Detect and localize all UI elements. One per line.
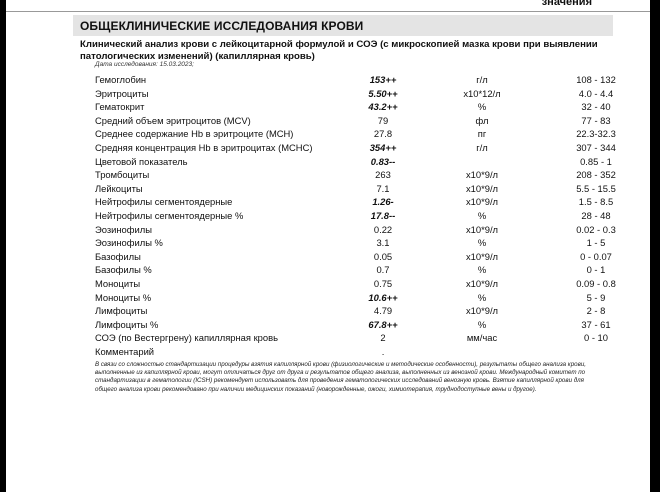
test-unit: x10*9/л [465, 277, 499, 289]
reference-range: 0.02 - 0.3 [576, 223, 616, 235]
table-row [0, 155, 660, 169]
table-row [0, 250, 660, 264]
test-name: Гемоглобин [95, 74, 147, 85]
test-name: Лейкоциты [95, 182, 143, 194]
test-unit: % [477, 101, 487, 113]
test-name: Среднее содержание Hb в эритроците (MCH) [95, 128, 294, 140]
test-name: Гематокрит [95, 101, 145, 113]
reference-column-header: значения [541, 0, 592, 8]
test-unit: % [477, 291, 487, 303]
test-unit: x10*9/л [465, 305, 499, 317]
test-unit: x10*12/л [463, 87, 501, 99]
footnote: В связи со сложностью стандартизации процедуры взятия капиллярной крови (физиологические и методические особенности), результаты общего анализа крови, выполненные из капиллярной крови, могут отличаться друг от друга и результатов общего анализа, выполненных из венозной крови. Международный комитет по стандартизации в гематологии (ICSH) рекомендует использовать для проведения гематологических исследований венозную кровь. Взятие капиллярной крови для общего анализа крови рекомендовано при наличии медицинских показаний (новорожденные, ожоги, химиотерапия, труднодоступные вены и другое). [95, 361, 586, 393]
test-value: 27.8 [373, 128, 393, 140]
reference-range: 0 - 1 [586, 264, 606, 276]
test-unit: x10*9/л [465, 223, 499, 235]
test-value: 79 [377, 114, 389, 126]
table-row [0, 73, 660, 87]
test-name: Тромбоциты [95, 169, 150, 181]
table-row [0, 331, 660, 345]
test-value: 3.1 [376, 237, 390, 249]
test-value: 354++ [369, 141, 397, 153]
test-name: Лимфоциты [95, 305, 148, 317]
test-name: Средний объем эритроцитов (MCV) [95, 114, 251, 126]
reference-range: 77 - 83 [581, 114, 611, 126]
table-row [0, 304, 660, 318]
test-name: Комментарий [95, 345, 155, 357]
test-value: 0.7 [376, 264, 390, 276]
test-unit: мм/час [466, 332, 498, 344]
table-row [0, 263, 660, 277]
test-name: Лимфоциты % [95, 318, 159, 330]
reference-range: 2 - 8 [586, 305, 606, 317]
table-row [0, 195, 660, 209]
test-unit: x10*9/л [465, 169, 499, 181]
reference-range: 1 - 5 [586, 237, 606, 249]
reference-range: 0.09 - 0.8 [576, 277, 616, 289]
test-name: Базофилы [95, 250, 141, 262]
test-value: 7.1 [376, 182, 390, 194]
test-unit: % [477, 318, 487, 330]
table-row [0, 127, 660, 141]
reference-range: 22.3-32.3 [576, 128, 616, 140]
table-row [0, 345, 660, 359]
test-value: 43.2++ [368, 101, 398, 113]
divider-line [6, 11, 650, 12]
test-value: 4.79 [373, 305, 393, 317]
test-name: Средняя концентрация Hb в эритроцитах (MCHC) [95, 141, 313, 153]
test-value: 5.50++ [368, 87, 398, 99]
reference-range: 37 - 61 [581, 318, 611, 330]
test-unit: фл [475, 114, 489, 126]
test-value: 0.83-- [370, 155, 396, 167]
table-row [0, 236, 660, 250]
test-name: Нейтрофилы сегментоядерные % [95, 209, 244, 221]
table-row [0, 182, 660, 196]
table-row [0, 141, 660, 155]
test-unit: x10*9/л [465, 250, 499, 262]
test-value: 1.26- [372, 196, 394, 208]
test-name: Нейтрофилы сегментоядерные [95, 196, 233, 208]
test-name: Эритроциты [95, 87, 149, 99]
test-value: 263 [375, 169, 391, 181]
reference-range: 208 - 352 [576, 169, 616, 181]
reference-range: 108 - 132 [576, 74, 616, 85]
test-unit: x10*9/л [465, 182, 499, 194]
reference-range: 1.5 - 8.5 [578, 196, 614, 208]
table-row [0, 291, 660, 305]
reference-range: 5 - 9 [586, 291, 606, 303]
test-unit: % [477, 237, 487, 249]
section-title: ОБЩЕКЛИНИЧЕСКИЕ ИССЛЕДОВАНИЯ КРОВИ [80, 19, 364, 33]
table-row [0, 114, 660, 128]
test-name: Моноциты [95, 277, 141, 289]
test-name: Эозинофилы % [95, 237, 163, 249]
reference-range: 32 - 40 [581, 101, 611, 113]
test-value: 67.8++ [368, 318, 398, 330]
test-unit: пг [477, 128, 487, 140]
test-unit: % [477, 264, 487, 276]
reference-range: 5.5 - 15.5 [576, 182, 616, 194]
reference-range: 0 - 10 [584, 332, 608, 344]
table-row [0, 277, 660, 291]
table-row [0, 168, 660, 182]
test-name: Эозинофилы [95, 223, 152, 235]
test-value: 10.6++ [368, 291, 398, 303]
test-value: 153++ [369, 74, 397, 85]
test-value: 0.22 [373, 223, 393, 235]
test-subtitle: Клинический анализ крови с лейкоцитарной формулой и СОЭ (с микроскопией мазка крови при выявлении патологических изменений) (капиллярная кровь) [80, 39, 598, 62]
results-table [0, 73, 660, 358]
reference-range: 4.0 - 4.4 [578, 87, 614, 99]
reference-range: 0.85 - 1 [580, 155, 612, 167]
table-row [0, 209, 660, 223]
table-row [0, 318, 660, 332]
table-row [0, 87, 660, 101]
test-value: 0.75 [373, 277, 393, 289]
study-date: Дата исследования: 15.03.2023; [95, 61, 194, 68]
test-unit: г/л [476, 74, 488, 85]
test-value: 0.05 [373, 250, 393, 262]
reference-range: 28 - 48 [581, 209, 611, 221]
reference-range: 0 - 0.07 [580, 250, 612, 262]
test-name: Моноциты % [95, 291, 152, 303]
test-name: Цветовой показатель [95, 155, 188, 167]
test-unit: % [477, 209, 487, 221]
test-value: . [381, 345, 385, 357]
test-unit: x10*9/л [465, 196, 499, 208]
test-name: СОЭ (по Вестергрену) капиллярная кровь [95, 332, 278, 344]
test-unit: г/л [476, 141, 488, 153]
test-name: Базофилы % [95, 264, 152, 276]
reference-range: 307 - 344 [576, 141, 616, 153]
table-row [0, 223, 660, 237]
table-row [0, 100, 660, 114]
test-value: 2 [380, 332, 386, 344]
test-value: 17.8-- [370, 209, 396, 221]
